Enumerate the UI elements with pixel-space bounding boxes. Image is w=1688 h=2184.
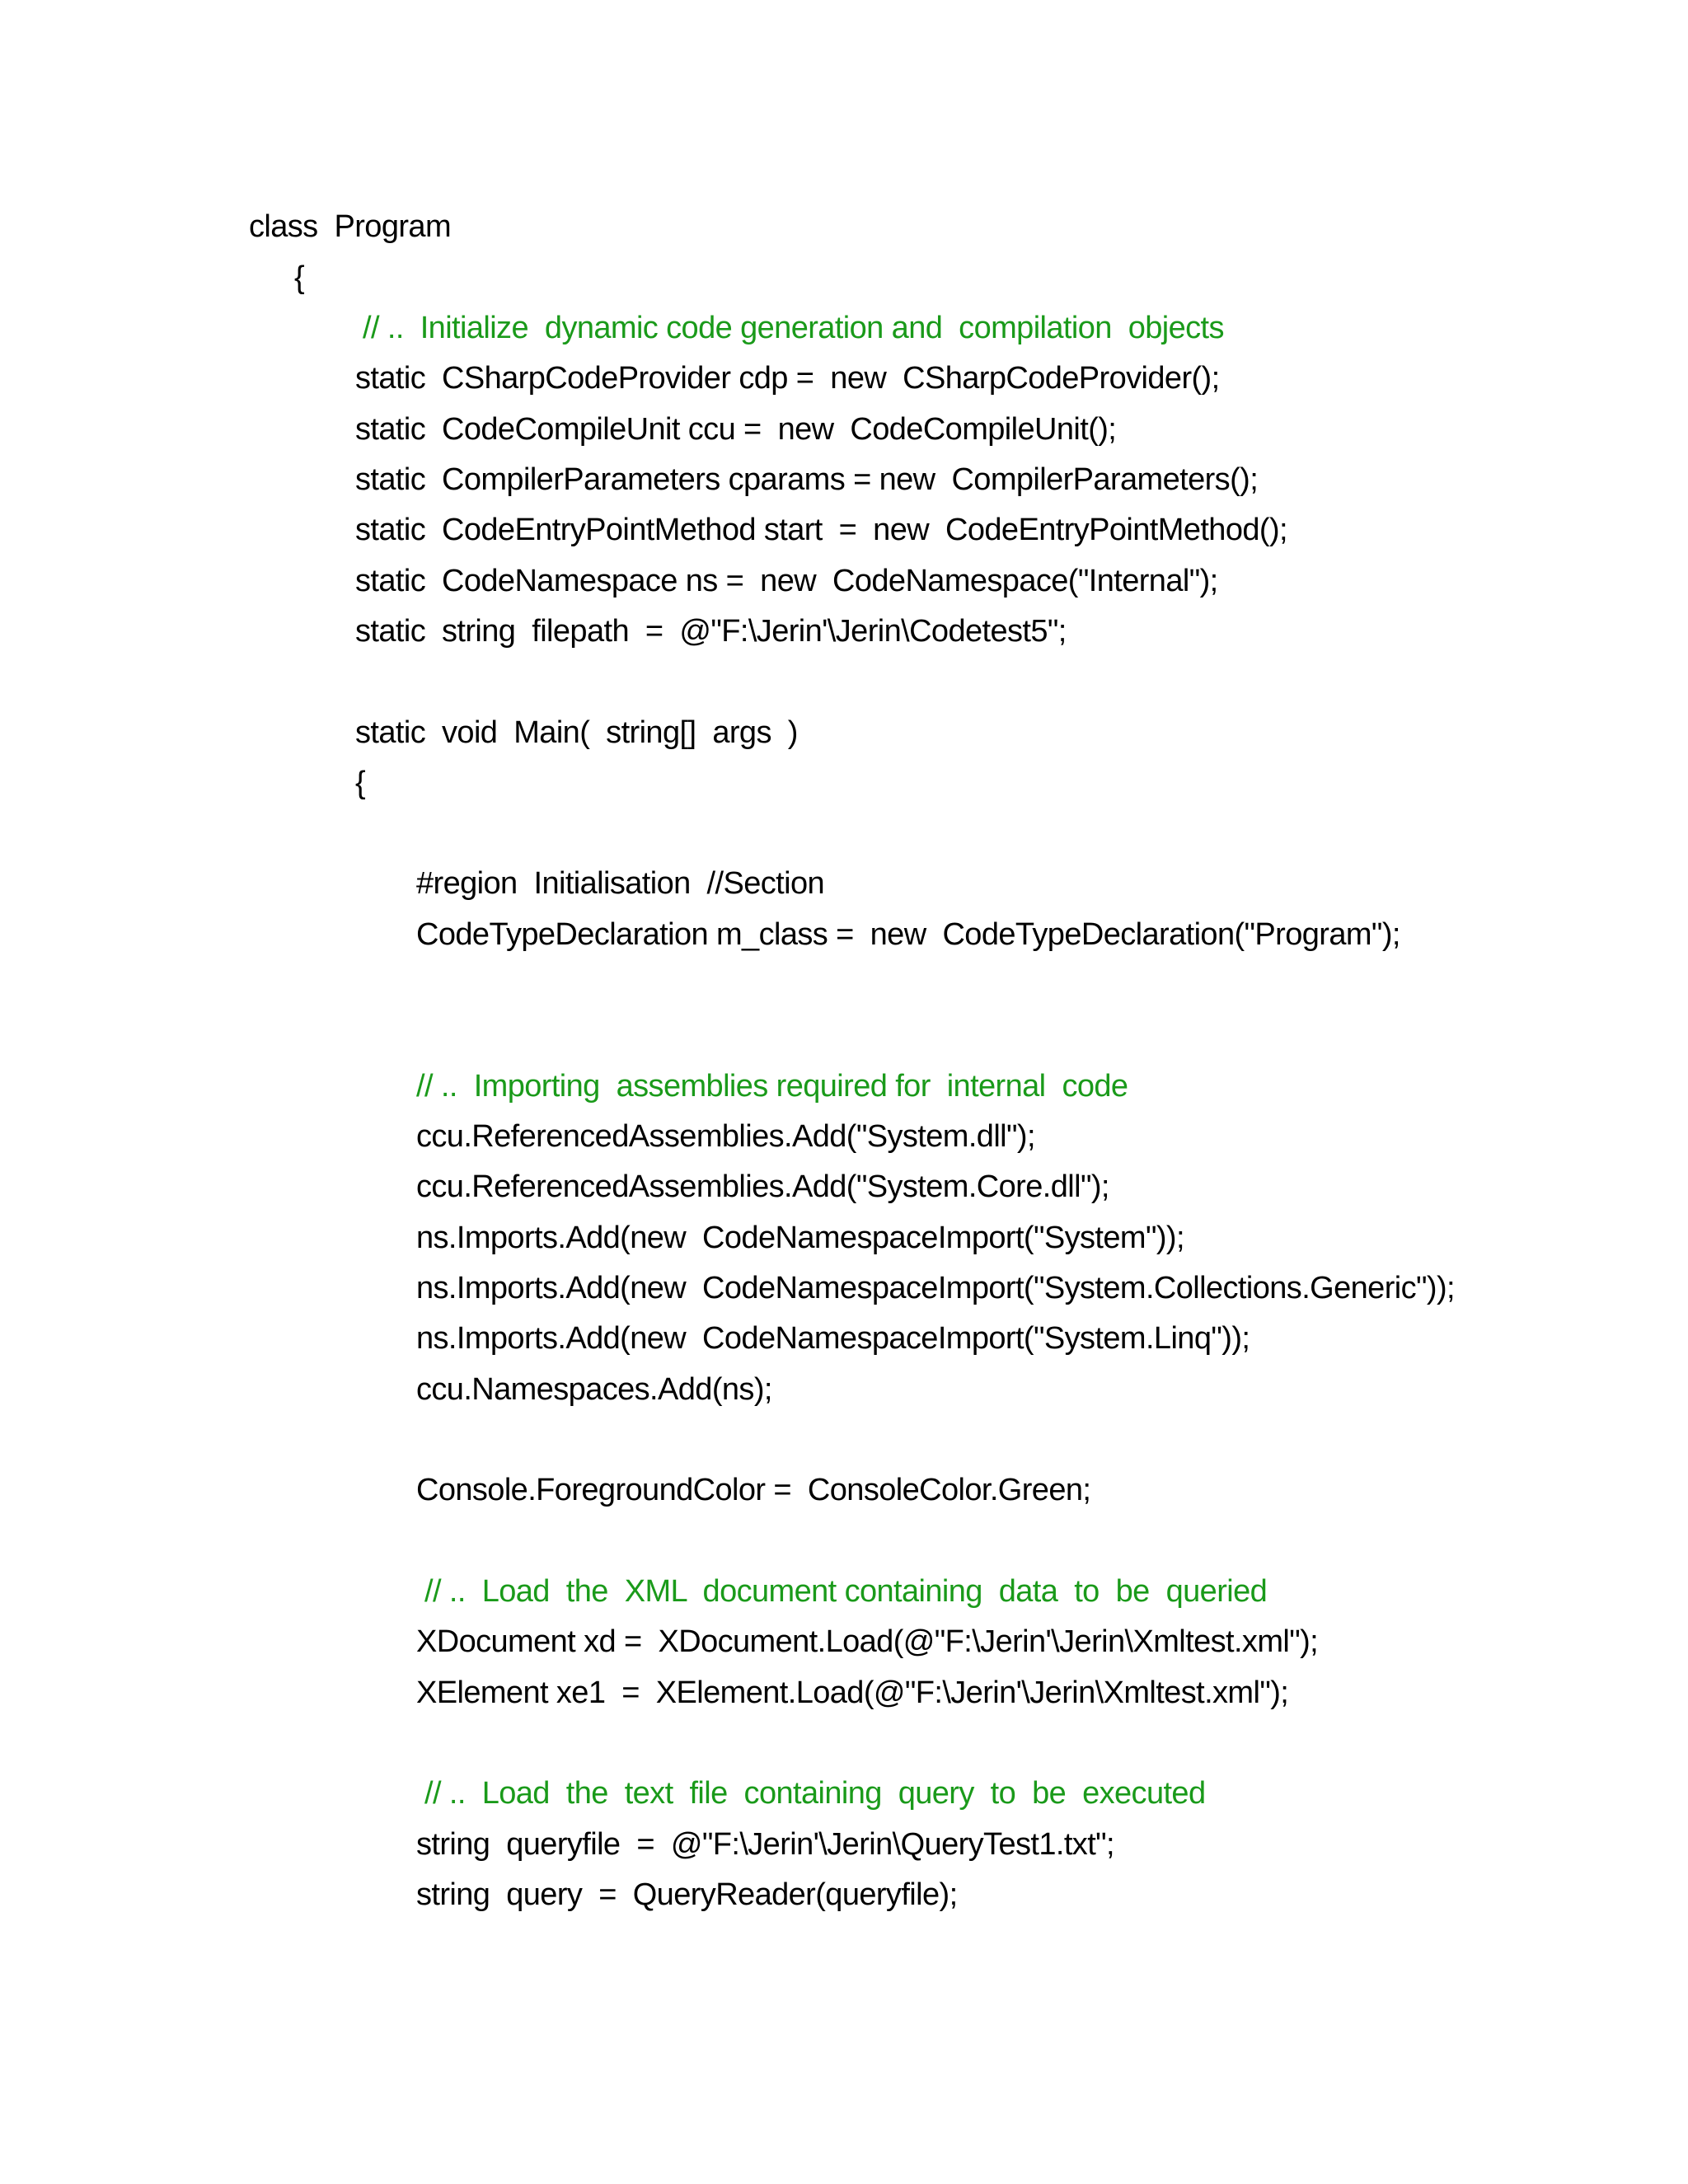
code-comment: // .. Load the text file containing query to be executed (424, 1776, 1206, 1811)
code-line: ccu.Namespaces.Add(ns); (416, 1372, 772, 1407)
code-line: static CompilerParameters cparams = new CompilerParameters(); (355, 462, 1259, 497)
code-line: ccu.ReferencedAssemblies.Add("System.Core.dll"); (416, 1169, 1109, 1204)
code-line: static CSharpCodeProvider cdp = new CSharpCodeProvider(); (355, 361, 1220, 396)
code-comment: // .. Importing assemblies required for internal code (416, 1069, 1128, 1104)
code-line: ns.Imports.Add(new CodeNamespaceImport("System")); (416, 1221, 1184, 1255)
code-line: static void Main( string[] args ) (355, 715, 798, 750)
code-comment: // .. Load the XML document containing data to be queried (424, 1574, 1268, 1609)
code-line: static CodeEntryPointMethod start = new CodeEntryPointMethod(); (355, 513, 1287, 547)
code-line: class Program (249, 209, 452, 244)
code-line: ns.Imports.Add(new CodeNamespaceImport("System.Linq")); (416, 1321, 1250, 1356)
code-line: Console.ForegroundColor = ConsoleColor.Green; (416, 1473, 1091, 1507)
code-line: CodeTypeDeclaration m_class = new CodeTypeDeclaration("Program"); (416, 917, 1400, 952)
code-line: string queryfile = @"F:\Jerin'\Jerin\QueryTest1.txt"; (416, 1827, 1115, 1862)
code-line: ccu.ReferencedAssemblies.Add("System.dll"); (416, 1119, 1035, 1154)
code-line: static CodeCompileUnit ccu = new CodeCompileUnit(); (355, 412, 1117, 447)
code-line: XElement xe1 = XElement.Load(@"F:\Jerin'\Jerin\Xmltest.xml"); (416, 1675, 1289, 1710)
code-line: #region Initialisation //Section (416, 866, 825, 901)
code-line: XDocument xd = XDocument.Load(@"F:\Jerin'\Jerin\Xmltest.xml"); (416, 1624, 1319, 1659)
code-line: static string filepath = @"F:\Jerin'\Jerin\Codetest5"; (355, 614, 1067, 649)
code-comment: // .. Initialize dynamic code generation and compilation objects (363, 311, 1224, 345)
code-line: ns.Imports.Add(new CodeNamespaceImport("System.Collections.Generic")); (416, 1271, 1455, 1305)
code-line: string query = QueryReader(queryfile); (416, 1877, 958, 1912)
code-line: { (355, 766, 366, 800)
code-line: { (294, 260, 305, 295)
code-line: static CodeNamespace ns = new CodeNamespace("Internal"); (355, 564, 1218, 598)
